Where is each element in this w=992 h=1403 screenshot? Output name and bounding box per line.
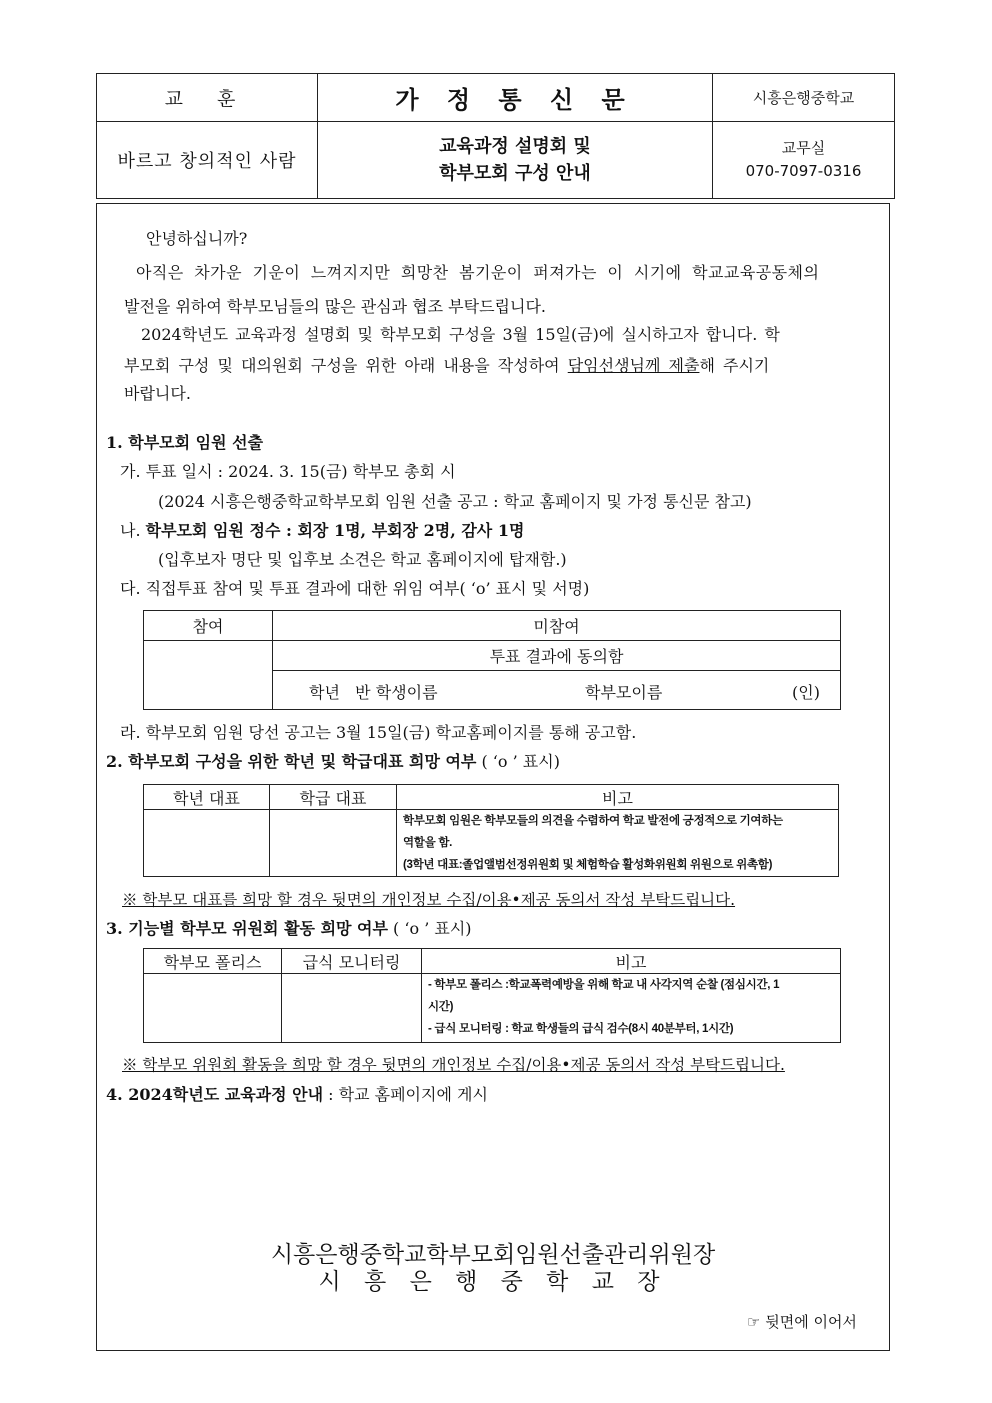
- section2-note-line1: 학부모회 임원은 학부모들의 의견을 수렴하여 학교 발전에 긍정적으로 기여하는: [403, 815, 783, 827]
- section4-heading-text: 4. 2024학년도 교육과정 안내: [106, 1085, 324, 1104]
- parent-police-label: 학부모 폴리스: [163, 952, 262, 972]
- committee-remarks-label: 비고: [615, 952, 647, 972]
- school-cell: [713, 74, 895, 122]
- header-table: [96, 73, 895, 199]
- school-motto: 바르고 창의적인 사람: [117, 151, 297, 172]
- intro-p2-line2-tail: 해 주시기: [699, 356, 770, 375]
- section4-heading: [106, 1082, 488, 1105]
- agree-label: 투표 결과에 동의함: [489, 647, 624, 666]
- section1-item-a: 가. 투표 일시 : 2024. 3. 15(금) 학부모 총회 시: [120, 462, 456, 481]
- section3-heading-tail: ( ‘o ’ 표시): [387, 919, 472, 938]
- school-name: 시흥은행중학교: [752, 89, 855, 107]
- office-phone: 070-7097-0316: [745, 162, 862, 180]
- class-rep-table: [143, 784, 839, 877]
- meal-monitor-cell[interactable]: [282, 974, 422, 1043]
- section2-note-line2: 역할을 함.: [403, 837, 453, 849]
- committee-remarks-header: [422, 949, 841, 974]
- grade-class-label: 학년 반 학생이름: [309, 683, 438, 702]
- committee-chair-signature: 시흥은행중학교학부모회임원선출관리위원장: [270, 1242, 716, 1268]
- signature-row-cell[interactable]: [273, 671, 841, 710]
- participate-header: [144, 611, 273, 641]
- section1-item-a-note: (2024 시흥은행중학교학부모회 임원 선출 공고 : 학교 홈페이지 및 가정 통신문 참고): [158, 492, 752, 511]
- section3-heading: [106, 916, 472, 939]
- intro-p2-line2-text: 부모회 구성 및 대의원회 구성을 위한 아래 내용을 작성하여: [124, 356, 568, 375]
- section2-footnote: ※ 학부모 대표를 희망 할 경우 뒷면의 개인정보 수집/이용•제공 동의서 작성 부탁드립니다.: [122, 891, 736, 909]
- greeting: 안녕하십니까?: [146, 229, 248, 248]
- section3-note-line3: - 급식 모니터링 : 학교 학생들의 급식 검수(8시 40분부터, 1시간): [428, 1023, 734, 1035]
- meal-monitor-label: 급식 모니터링: [302, 952, 401, 972]
- class-rep-label: 학급 대표: [299, 788, 367, 808]
- subtitle-line1: 교육과정 설명회 및: [439, 136, 591, 157]
- title-cell: [318, 74, 713, 122]
- subtitle-line2: 학부모회 구성 안내: [439, 163, 591, 184]
- section2-heading-tail: ( ‘o ’ 표시): [476, 752, 560, 771]
- section3-note-line2: 시간): [428, 1001, 454, 1013]
- section1-item-b-note: (입후보자 명단 및 입후보 소견은 학교 홈페이지에 탑재함.): [158, 550, 567, 569]
- vote-table: [143, 610, 841, 710]
- absent-label: 미참여: [533, 617, 580, 636]
- page-title: 가 정 통 신 문: [395, 86, 635, 114]
- section3-heading-text: 3. 기능별 학부모 위원회 활동 희망 여부: [106, 919, 388, 938]
- section3-note-line1: - 학부모 폴리스 :학교폭력예방을 위해 학교 내 사각지역 순찰 (점심시간, 1: [428, 979, 780, 991]
- intro-p1-line2: 발전을 위하여 학부모님들의 많은 관심과 협조 부탁드립니다.: [124, 297, 547, 316]
- officer-count-text: 학부모회 임원 정수 : 회장 1명, 부회장 2명, 감사 1명: [145, 521, 525, 540]
- class-rep-cell[interactable]: [270, 810, 397, 877]
- remarks-label: 비고: [602, 788, 633, 808]
- motto-heading: 교 훈: [164, 88, 250, 110]
- motto-cell: [97, 122, 318, 199]
- office-label: 교무실: [781, 139, 826, 157]
- grade-rep-label: 학년 대표: [173, 788, 240, 808]
- motto-heading-cell: [97, 74, 318, 122]
- intro-p2-line2: [124, 353, 769, 376]
- agree-cell: [273, 641, 841, 671]
- parent-police-header: [144, 949, 282, 974]
- committee-table: [143, 948, 841, 1043]
- participate-mark-cell[interactable]: [144, 641, 273, 710]
- intro-p2-line3: 바랍니다.: [124, 384, 191, 403]
- intro-p1-line1: 아직은 차가운 기운이 느껴지지만 희망찬 봄기운이 퍼져가는 이 시기에 학교교육공동체의: [136, 263, 820, 282]
- meal-monitor-header: [282, 949, 422, 974]
- remarks-header: [397, 785, 839, 810]
- continue-on-back: ☞ 뒷면에 이어서: [747, 1313, 857, 1331]
- parent-name-label: 학부모이름: [585, 683, 663, 702]
- section2-note-line3: (3학년 대표:졸업앨범선정위원회 및 체험학습 활성화위원회 위원으로 위촉함): [403, 859, 773, 871]
- class-rep-header: [270, 785, 397, 810]
- section3-footnote: ※ 학부모 위원회 활동을 희망 할 경우 뒷면의 개인정보 수집/이용•제공 동의서 작성 부탁드립니다.: [122, 1056, 785, 1074]
- section1-item-d: 라. 학부모회 임원 당선 공고는 3월 15일(금) 학교홈페이지를 통해 공고함.: [120, 723, 637, 742]
- remarks-cell: [397, 810, 839, 877]
- committee-remarks-cell: [422, 974, 841, 1043]
- section2-heading-text: 2. 학부모회 구성을 위한 학년 및 학급대표 희망 여부: [106, 752, 477, 771]
- parent-police-cell[interactable]: [144, 974, 282, 1043]
- section1-item-c: 다. 직접투표 참여 및 투표 결과에 대한 위임 여부( ‘o’ 표시 및 서명): [120, 579, 590, 598]
- participate-label: 참여: [192, 617, 224, 636]
- section1-item-b: [120, 518, 524, 541]
- intro-p2-line1: 2024학년도 교육과정 설명회 및 학부모회 구성을 3월 15일(금)에 실시하고자 합니다. 학: [141, 325, 780, 344]
- section1-item-b-prefix: 나.: [120, 521, 146, 540]
- section2-heading: [106, 749, 560, 772]
- section4-heading-tail: : 학교 홈페이지에 게시: [323, 1085, 488, 1104]
- seal-label: (인): [792, 683, 820, 702]
- section1-heading: 1. 학부모회 임원 선출: [106, 433, 264, 452]
- grade-rep-header: [144, 785, 270, 810]
- principal-signature: 시 흥 은 행 중 학 교 장: [318, 1269, 668, 1295]
- subtitle-cell: [318, 122, 713, 199]
- submit-to-teacher-text: 담임선생님께 제출: [567, 356, 700, 375]
- office-cell: [713, 122, 895, 199]
- grade-rep-cell[interactable]: [144, 810, 270, 877]
- absent-header: [273, 611, 841, 641]
